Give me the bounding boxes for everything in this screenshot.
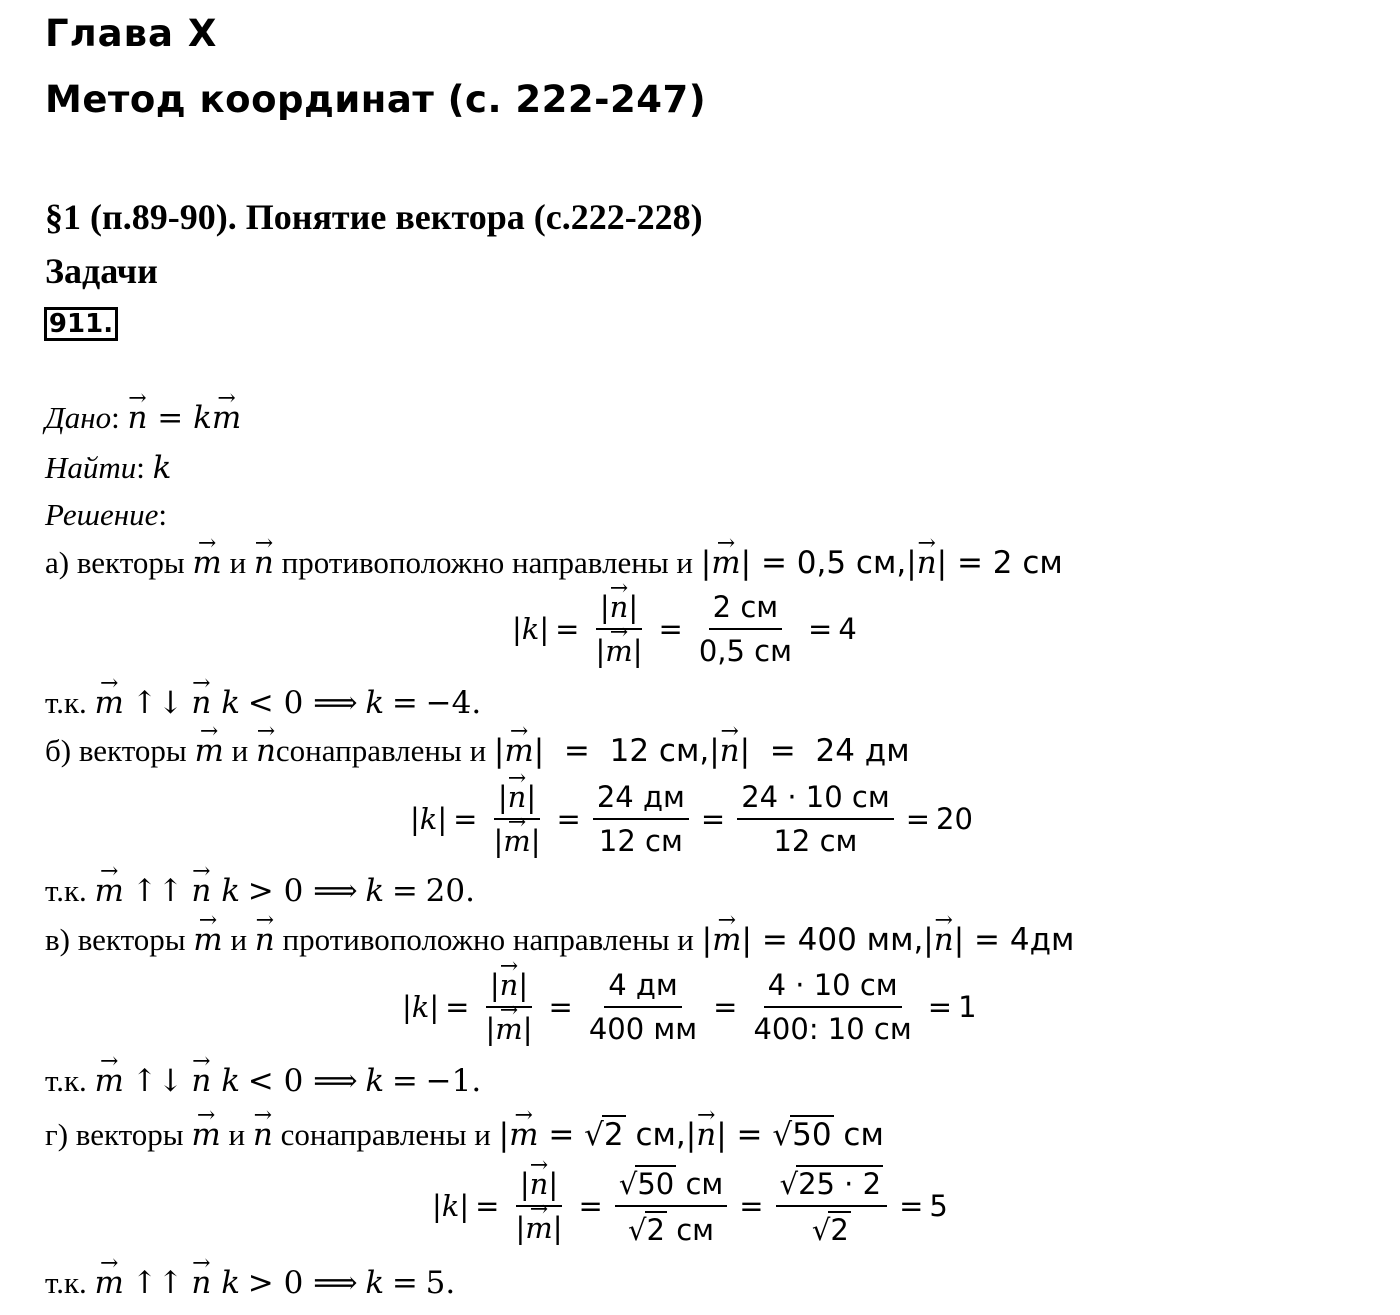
part-d-statement: г) векторы m → и n → сонаправлены и |m → = √2 см,|n →| = √50 см [45,1115,884,1153]
part-b-conclusion: т.к. m → ↑↑ n → k > 0 ⟹ k = 20. [45,873,475,909]
solution-label: Решение [45,497,159,532]
part-c-formula: |k| = $\frac{|n \to|}{|m \to|}$ = $\frac{4 дм}{400 мм}$ = $\frac{4 \cdot 10 см}{400: 10 см}$ = 1 [402,968,977,1046]
part-a-statement: а) векторы m → и n → противоположно направлены и |m →| = 0,5 см,|n →| = 2 см [45,545,1063,581]
part-d-conclusion: т.к. m → ↑↑ n → k > 0 ⟹ k = 5. [45,1265,455,1301]
part-b-statement: б) векторы m → и n →сонаправлены и |m →| = 12 см,|n →| = 24 дм [45,733,910,769]
solution-line: Решение: [45,497,167,532]
find-line: Найти: k [45,450,172,486]
find-label: Найти [45,450,137,485]
part-a-conclusion: т.к. m → ↑↓ n → k < 0 ⟹ k = −4. [45,685,481,721]
topic-title: Метод координат (с. 222-247) [45,78,707,121]
part-d-formula: |k| = $\frac{|n \to|}{|m \to|}$ = $\frac{√50 см}{√2 см}$ = $\frac{√25 \cdot 2}{√2}$ = 5 [432,1165,948,1247]
task-number: 911. [44,307,118,341]
section-title: §1 (п.89-90). Понятие вектора (с.222-228) [45,197,703,237]
part-a-formula: |k| = $\frac{|n \to|}{|m \to|}$ = $\frac{2 см}{0,5 см}$ = 4 [512,590,857,668]
part-c-statement: в) векторы m → и n → противоположно направлены и |m →| = 400 мм,|n →| = 4дм [45,922,1074,958]
tasks-heading: Задачи [45,251,158,291]
given-label: Дано [45,400,112,435]
part-c-conclusion: т.к. m → ↑↓ n → k < 0 ⟹ k = −1. [45,1063,481,1099]
part-b-formula: |k| = $\frac{|n \to|}{|m \to|}$ = $\frac{24 дм}{12 см}$ = $\frac{24 \cdot 10 см}{12 см}$ = 20 [410,780,973,858]
chapter-title: Глава X [45,12,218,55]
given-line: Дано: n → = km → [45,400,241,436]
